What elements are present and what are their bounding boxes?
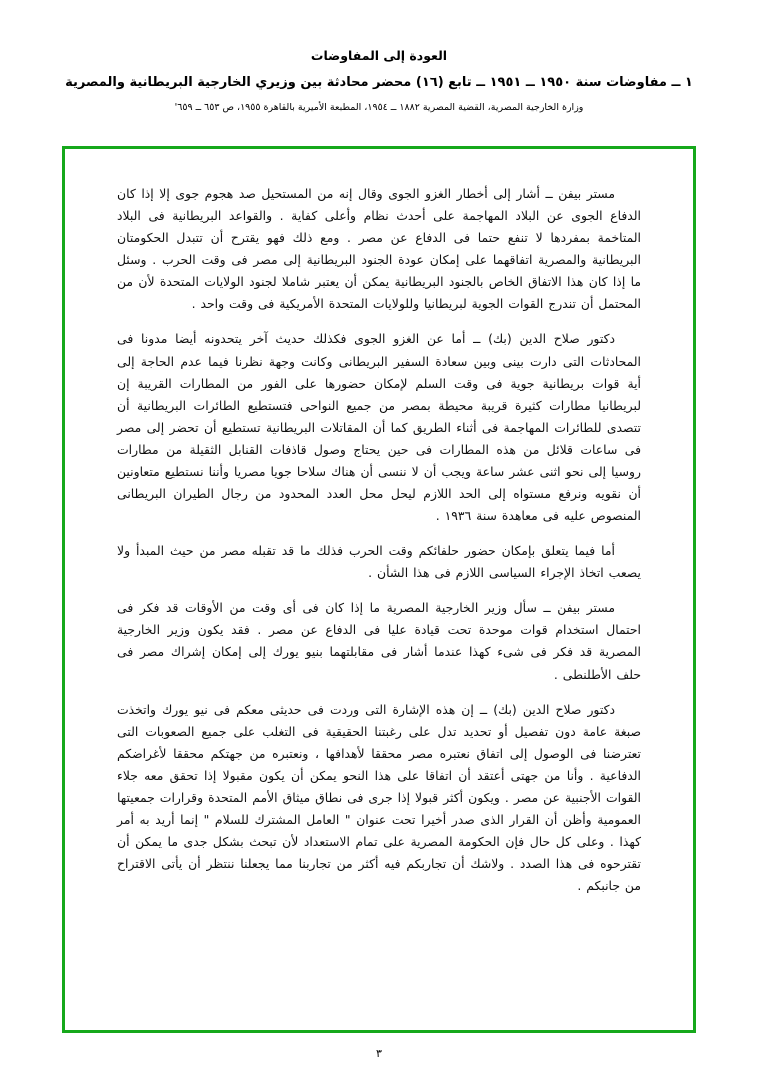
paragraph: مستر بيفن ــ أشار إلى أخطار الغزو الجوى وقال إنه من المستحيل صد هجوم جوى إلا إذا كان الدفاع الجوى عن البلاد المهاجمة على أحدث نظام وأعلى كفاية . والقواعد البريطانية فى البلاد المتاخمة بمفردها لا تنفع حتما فى الدفاع عن مصر . ومع ذلك فهو يقترح أن تتبدل الحكومتان البريطانية والمصرية اتفاقهما على إمكان عودة الجنود البريطانية إلى مصر فى وقت الحرب . وسئل ما إذا كان هذا الاتفاق الخاص بالجنود البريطانية يمكن أن يعتبر شاملا لجنود الولايات المتحدة لأن من المحتمل أن تندرج القوات الجوية لبريطانيا وللولايات المتحدة الأمريكية فى وقت واحد . [117,186,641,312]
paragraph: دكتور صلاح الدين (بك) ــ أما عن الغزو الجوى فكذلك حديث آخر يتحدونه أيضا مدونا فى المحادثات التى دارت بينى وبين سعادة السفير البريطانى وكانت وجهة نظرنا فيما عدم الحاجة إلى أية قوات بريطانية جوية فى وقت السلم لإمكان حضورها على الفور من المطارات القريبة إن لبريطانيا مطارات كثيرة قريبة محيطة بمصر من جميع النواحى فتستطيع الطائرات البريطانية أن تتصدى للطائرات المهاجمة فى أثناء الطريق كما أن المقاتلات البريطانية تستطيع أن تحضر إلى مصر فى ساعات قلائل من هذه المطارات فى حين يحتاج وصول قاذفات القنابل الثقيلة من مطارات روسيا إلى نحو اثنى عشر ساعة ويجب أن لا ننسى أن هناك سلاحا جويا مصريا وأننا نستطيع متعاونين أن نقويه ونرفع مستواه إلى الحد اللازم ليحل محل العدد المحدود من رجال الطيران البريطانى المنصوص عليه فى معاهدة سنة ١٩٣٦ . [117,331,641,524]
page-number: ٣ [376,1047,382,1060]
content-frame [62,146,696,1033]
paragraph: أما فيما يتعلق بإمكان حضور حلفائكم وقت الحرب فذلك ما قد تقبله مصر من حيث المبدأ ولا يصعب اتخاذ الإجراء السياسى اللازم فى هذا الشأن . [117,543,641,581]
paragraph: دكتور صلاح الدين (بك) ــ إن هذه الإشارة التى وردت فى حديثى معكم فى نيو يورك واتخذت صبغة عامة دون تفصيل أو تحديد تدل على رغبتنا الحقيقية فى التغلب على جميع الصعوبات التى تعترضنا فى الوصول إلى اتفاق نعتبره مصر محققا لأهدافها ، ونعتبره من جهتكم محققا لأغراضكم الدفاعية . وأنا من جهتى أعتقد أن اتفاقا على هذا النحو يمكن أن يكون مقبولا إذا تحقق معه جلاء القوات الأجنبية عن مصر . ويكون أكثر قبولا إذا جرى فى نطاق ميثاق الأمم المتحدة وقرارات جمعيتها العمومية وأظن أن القرار الذى صدر أخيرا تحت عنوان " العامل المشترك للسلام " إنما أريد به أمر كهذا . وعلى كل حال فإن الحكومة المصرية على تمام الاستعداد لأن تبحث بشكل جدى ما يمكن أن تقترحوه فى هذا الصدد . ولاشك أن تجاربكم فيه أكثر من تجاربنا مما يجعلنا ننتظر أن يأتى الاقتراح من جانبكم . [117,701,641,894]
document-body [65,149,693,1030]
paragraph: مستر بيفن ــ سأل وزير الخارجية المصرية ما إذا كان فى أى وقت من الأوقات قد فكر فى احتمال استخدام قوات موحدة تحت قيادة عليا فى الدفاع عن مصر . فقد يكون وزير الخارجية المصرية قد فكر فى شىء كهذا عندما أشار فى مقابلتهما بنيو يورك إلى إمكان إشراك مصر فى حلف الأطلنطى . [117,600,641,682]
page-title: ١ ــ مفاوضات سنة ١٩٥٠ ــ ١٩٥١ ــ تابع (١٦) محضر محادثة بين وزيري الخارجية البريطانية والمصرية [65,75,693,90]
back-to-negotiations-link[interactable]: العودة إلى المفاوضات [310,48,448,63]
document-header [0,0,758,114]
source-citation: وزارة الخارجية المصرية، القضية المصرية ١٨٨٢ ــ ١٩٥٤، المطبعة الأميرية بالقاهرة ١٩٥٥، ص ٦٥٣ ــ ٦٥٩' [174,101,584,113]
